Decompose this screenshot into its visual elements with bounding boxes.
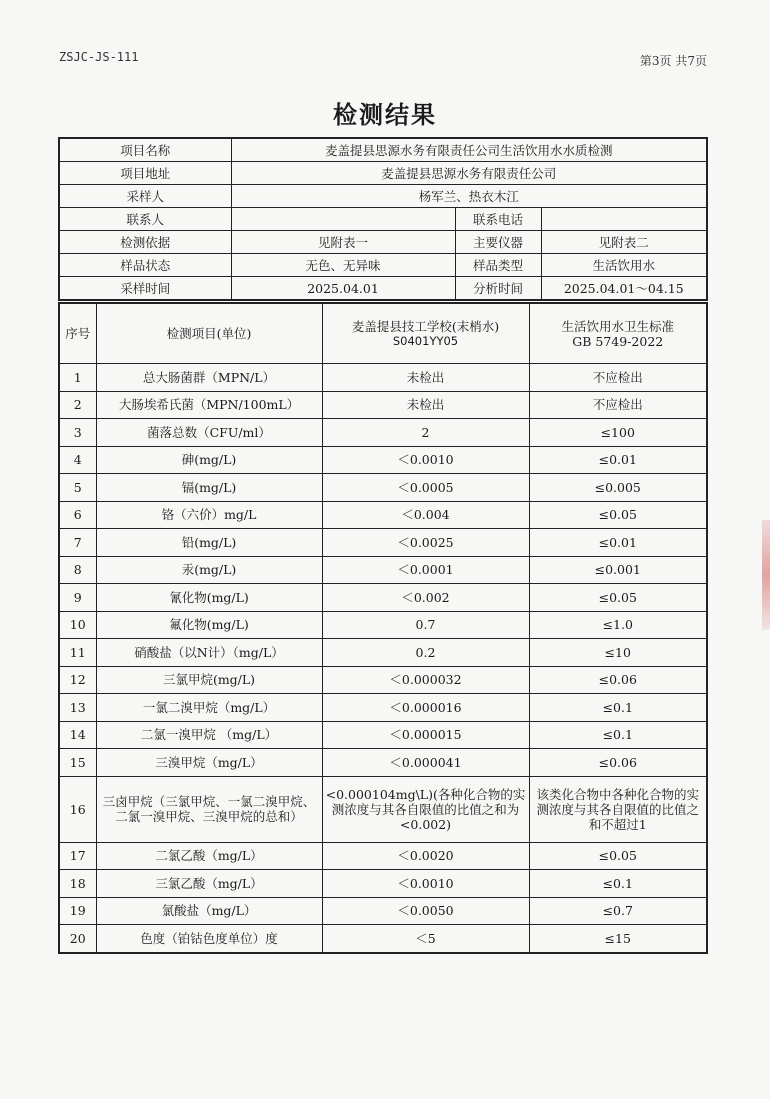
standard-limit: ≤15 [529, 925, 707, 953]
sample-type-value: 生活饮用水 [541, 254, 707, 277]
row-number: 15 [59, 749, 96, 777]
standard-limit: ≤0.05 [529, 584, 707, 612]
results-table [58, 302, 708, 954]
test-result: ＜0.0050 [322, 897, 529, 925]
test-result: ＜0.004 [322, 501, 529, 529]
standard-limit: ≤0.7 [529, 897, 707, 925]
sample-time-label: 采样时间 [59, 277, 231, 301]
basis-value: 见附表一 [231, 231, 455, 254]
col-header-standard [529, 303, 707, 364]
instrument-value: 见附表二 [541, 231, 707, 254]
standard-name: 生活饮用水卫生标准 [561, 318, 674, 334]
info-row-sample-state [59, 254, 707, 277]
row-number: 18 [59, 870, 96, 898]
analysis-time-label: 分析时间 [455, 277, 541, 301]
test-item: 砷(mg/L) [96, 446, 322, 474]
standard-limit: ≤0.1 [529, 721, 707, 749]
row-number: 10 [59, 611, 96, 639]
test-item: 铬（六价）mg/L [96, 501, 322, 529]
standard-limit: 不应检出 [529, 364, 707, 392]
test-result: <0.000104mg\L)(各种化合物的实测浓度与其各自限值的比值之和为<0.002) [322, 776, 529, 842]
test-item: 大肠埃希氏菌（MPN/100mL） [96, 391, 322, 419]
col-header-item: 检测项目(单位) [96, 303, 322, 364]
test-item: 二氯乙酸（mg/L） [96, 842, 322, 870]
sample-state-value: 无色、无异味 [231, 254, 455, 277]
standard-limit: ≤0.005 [529, 474, 707, 502]
info-row-project-name [59, 138, 707, 162]
standard-code: GB 5749-2022 [572, 333, 664, 349]
test-result: ＜0.000041 [322, 749, 529, 777]
test-item: 菌落总数（CFU/ml） [96, 419, 322, 447]
row-number: 5 [59, 474, 96, 502]
test-item: 镉(mg/L) [96, 474, 322, 502]
standard-limit: ≤0.1 [529, 870, 707, 898]
standard-limit: 不应检出 [529, 391, 707, 419]
info-row-basis [59, 231, 707, 254]
sample-type-label: 样品类型 [455, 254, 541, 277]
project-info-table [58, 137, 708, 301]
site-name: 麦盖提县技工学校(末梢水) [351, 318, 500, 334]
test-item: 氯酸盐（mg/L） [96, 897, 322, 925]
info-row-contact [59, 208, 707, 231]
standard-limit: ≤0.05 [529, 501, 707, 529]
table-row [59, 474, 707, 502]
test-item: 氰化物(mg/L) [96, 584, 322, 612]
table-row [59, 666, 707, 694]
test-result: ＜0.0010 [322, 446, 529, 474]
test-item: 二氯一溴甲烷 （mg/L） [96, 721, 322, 749]
test-result: ＜0.0010 [322, 870, 529, 898]
standard-limit: ≤10 [529, 639, 707, 667]
test-item: 色度（铂钴色度单位）度 [96, 925, 322, 953]
contact-value [231, 208, 455, 231]
page-number: 第3页 共7页 [639, 54, 707, 68]
analysis-time-value: 2025.04.01～04.15 [541, 277, 707, 301]
test-item: 三卤甲烷（三氯甲烷、一氯二溴甲烷、二氯一溴甲烷、三溴甲烷的总和） [96, 776, 322, 842]
test-result: ＜0.000016 [322, 694, 529, 722]
table-row [59, 639, 707, 667]
table-row [59, 584, 707, 612]
table-row [59, 501, 707, 529]
row-number: 4 [59, 446, 96, 474]
table-row [59, 842, 707, 870]
table-row [59, 556, 707, 584]
project-address-label: 项目地址 [59, 162, 231, 185]
table-row [59, 446, 707, 474]
row-number: 13 [59, 694, 96, 722]
basis-label: 检测依据 [59, 231, 231, 254]
info-row-times [59, 277, 707, 301]
test-item: 三氯甲烷(mg/L) [96, 666, 322, 694]
table-row [59, 419, 707, 447]
standard-limit: ≤1.0 [529, 611, 707, 639]
contact-label: 联系人 [59, 208, 231, 231]
row-number: 6 [59, 501, 96, 529]
table-row [59, 925, 707, 953]
test-result: ＜0.0020 [322, 842, 529, 870]
row-number: 11 [59, 639, 96, 667]
project-name-value: 麦盖提县思源水务有限责任公司生活饮用水水质检测 [231, 138, 707, 162]
test-result: ＜5 [322, 925, 529, 953]
col-header-site [322, 303, 529, 364]
sample-id: S0401YY05 [392, 333, 459, 348]
test-result: ＜0.0025 [322, 529, 529, 557]
row-number: 9 [59, 584, 96, 612]
document-code: ZSJC-JS-111 [59, 50, 139, 64]
row-number: 1 [59, 364, 96, 392]
test-item: 汞(mg/L) [96, 556, 322, 584]
standard-limit: ≤0.001 [529, 556, 707, 584]
standard-limit: ≤0.06 [529, 666, 707, 694]
test-result: 未检出 [322, 391, 529, 419]
table-row [59, 897, 707, 925]
row-number: 7 [59, 529, 96, 557]
sampler-value: 杨军兰、热衣木江 [231, 185, 707, 208]
test-result: 未检出 [322, 364, 529, 392]
col-header-no: 序号 [59, 303, 96, 364]
standard-limit: 该类化合物中各种化合物的实测浓度与其各自限值的比值之和不超过1 [529, 776, 707, 842]
instrument-label: 主要仪器 [455, 231, 541, 254]
test-item: 三氯乙酸（mg/L） [96, 870, 322, 898]
row-number: 19 [59, 897, 96, 925]
standard-limit: ≤0.01 [529, 529, 707, 557]
table-row [59, 870, 707, 898]
info-row-project-address [59, 162, 707, 185]
row-number: 20 [59, 925, 96, 953]
project-name-label: 项目名称 [59, 138, 231, 162]
table-row [59, 611, 707, 639]
standard-limit: ≤0.01 [529, 446, 707, 474]
test-result: ＜0.0001 [322, 556, 529, 584]
row-number: 12 [59, 666, 96, 694]
test-item: 氟化物(mg/L) [96, 611, 322, 639]
results-header-row [59, 303, 707, 364]
test-item: 总大肠菌群（MPN/L） [96, 364, 322, 392]
test-result: 0.7 [322, 611, 529, 639]
table-row [59, 364, 707, 392]
test-item: 硝酸盐（以N计）（mg/L） [96, 639, 322, 667]
table-row [59, 776, 707, 842]
phone-value [541, 208, 707, 231]
table-row [59, 721, 707, 749]
table-row [59, 749, 707, 777]
standard-limit: ≤100 [529, 419, 707, 447]
project-address-value: 麦盖提县思源水务有限责任公司 [231, 162, 707, 185]
test-result: ＜0.002 [322, 584, 529, 612]
test-item: 铅(mg/L) [96, 529, 322, 557]
row-number: 8 [59, 556, 96, 584]
row-number: 14 [59, 721, 96, 749]
test-result: ＜0.0005 [322, 474, 529, 502]
phone-label: 联系电话 [455, 208, 541, 231]
standard-limit: ≤0.05 [529, 842, 707, 870]
test-result: 0.2 [322, 639, 529, 667]
test-item: 一氯二溴甲烷（mg/L） [96, 694, 322, 722]
test-result: ＜0.000015 [322, 721, 529, 749]
row-number: 17 [59, 842, 96, 870]
table-row [59, 694, 707, 722]
row-number: 3 [59, 419, 96, 447]
sample-state-label: 样品状态 [59, 254, 231, 277]
sampler-label: 采样人 [59, 185, 231, 208]
test-item: 三溴甲烷（mg/L） [96, 749, 322, 777]
table-row [59, 391, 707, 419]
table-row [59, 529, 707, 557]
seal-stamp-edge [762, 520, 770, 630]
row-number: 16 [59, 776, 96, 842]
row-number: 2 [59, 391, 96, 419]
test-result: ＜0.000032 [322, 666, 529, 694]
info-row-sampler [59, 185, 707, 208]
test-result: 2 [322, 419, 529, 447]
sample-time-value: 2025.04.01 [231, 277, 455, 301]
standard-limit: ≤0.1 [529, 694, 707, 722]
page-title: 检测结果 [333, 101, 437, 129]
standard-limit: ≤0.06 [529, 749, 707, 777]
